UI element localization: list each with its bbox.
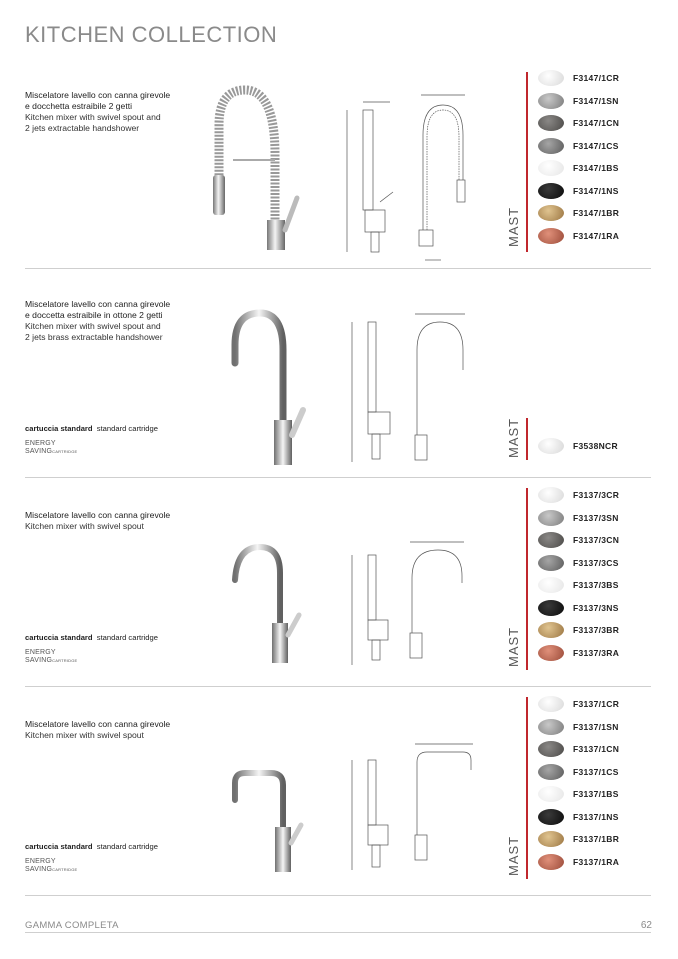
saving-text [25,657,85,665]
cartridge-small: CARTRIDGE [52,658,78,663]
energy-saving-logo [25,440,85,460]
finish-code: F3538NCR [573,441,618,451]
energy-text: ENERGY [25,649,56,656]
finish-code: F3137/1BS [573,789,619,799]
finish-code: F3137/1CN [573,744,620,754]
saving-text [25,448,85,456]
desc-en-line: 2 jets brass extractable handshower [25,332,163,342]
faucet-photo-gooseneck [225,305,315,470]
desc-en-line: Kitchen mixer with swivel spout and [25,112,161,122]
cartridge-it: cartuccia standard [25,633,93,642]
finish-swatch [538,70,564,86]
footer-divider [25,932,651,933]
finish-swatch [538,532,564,548]
finish-swatch [538,696,564,712]
desc-it-line: Miscelatore lavello con canna girevole [25,299,171,309]
finish-code: F3147/1BR [573,208,620,218]
product-description [25,510,215,532]
finish-code: F3147/1RA [573,230,620,241]
finish-code: F3137/3CR [573,490,620,500]
energy-saving-logo [25,858,85,878]
brand-label-mast: MAST [506,206,521,247]
footer-section-label: GAMMA COMPLETA [25,920,119,931]
product-description [25,299,215,343]
cartridge-label [25,424,158,433]
cartridge-en: standard cartridge [96,424,158,433]
desc-it-line: Miscelatore lavello con canna girevole [25,90,171,100]
section-divider [25,895,651,896]
finish-swatch [538,831,564,847]
finish-code: F3137/3NS [573,602,619,613]
finish-swatch [538,809,564,825]
desc-it-line: e doccetta estraibile in ottone 2 getti [25,310,163,320]
finish-swatch [538,487,564,503]
energy-saving-logo [25,649,85,669]
desc-en-line: Kitchen mixer with swivel spout [25,730,144,740]
finish-swatch [538,622,564,638]
cartridge-it: cartuccia standard [25,424,93,433]
faucet-photo-spring [205,80,315,260]
finish-swatch [538,555,564,571]
finish-code: F3137/1RA [573,856,620,867]
accent-line [526,697,528,879]
saving-word: SAVING [25,448,53,455]
desc-en-line: 2 jets extractable handshower [25,123,140,133]
energy-text: ENERGY [25,858,56,865]
faucet-photo-swivel [225,535,315,670]
technical-drawing-front [405,740,485,875]
finish-swatch [538,741,564,757]
cartridge-en: standard cartridge [96,633,158,642]
desc-it-line: Miscelatore lavello con canna girevole [25,719,171,729]
finish-swatch [538,645,564,661]
faucet-photo-square [225,765,315,880]
saving-word: SAVING [25,866,53,873]
finish-code: F3137/3CS [573,557,619,568]
finish-swatch [538,854,564,870]
product-description [25,90,215,134]
saving-word: SAVING [25,657,53,664]
finish-code: F3137/1CS [573,766,619,777]
brand-label-mast: MAST [506,835,521,876]
cartridge-en: standard cartridge [96,842,158,851]
section-divider [25,477,651,478]
brand-label-mast: MAST [506,626,521,667]
finish-swatch [538,510,564,526]
section-divider [25,686,651,687]
finish-swatch [538,228,564,244]
finish-swatch [538,764,564,780]
finish-swatch [538,183,564,199]
technical-drawing-front [405,310,475,475]
accent-line [526,72,528,252]
desc-it-line: e docchetta estraibile 2 getti [25,101,133,111]
desc-en-line: Kitchen mixer with swivel spout [25,521,144,531]
desc-en-line: Kitchen mixer with swivel spout and [25,321,161,331]
saving-text [25,866,85,874]
finish-code: F3147/1CN [573,118,620,128]
page-number: 62 [640,920,652,931]
finish-code: F3137/1BR [573,834,620,844]
finish-code: F3137/3BR [573,625,620,635]
finish-code: F3137/3BS [573,580,619,590]
finish-code: F3147/1NS [573,185,619,196]
page-title: KITCHEN COLLECTION [25,22,278,47]
cartridge-label [25,842,158,851]
finish-swatch [538,205,564,221]
section-divider [25,268,651,269]
finish-code: F3147/1CR [573,73,620,83]
finish-code: F3137/3RA [573,647,620,658]
finish-swatch [538,160,564,176]
finish-swatch [538,600,564,616]
cartridge-small: CARTRIDGE [52,449,78,454]
finish-swatch [538,577,564,593]
finish-code: F3137/3SN [573,512,619,523]
finish-swatch [538,93,564,109]
energy-text: ENERGY [25,440,56,447]
technical-drawing-front [400,538,475,670]
finish-swatch [538,786,564,802]
finish-swatch [538,438,564,454]
finish-code: F3137/3CN [573,535,620,545]
finish-code: F3137/1NS [573,811,619,822]
product-description [25,719,215,741]
finish-code: F3147/1BS [573,163,619,173]
technical-drawing-front [405,90,475,265]
cartridge-small: CARTRIDGE [52,867,78,872]
finish-code: F3137/1CR [573,699,620,709]
cartridge-it: cartuccia standard [25,842,93,851]
finish-swatch [538,719,564,735]
finish-swatch [538,138,564,154]
cartridge-label [25,633,158,642]
finish-code: F3147/1CS [573,140,619,151]
desc-it-line: Miscelatore lavello con canna girevole [25,510,171,520]
finish-code: F3147/1SN [573,95,619,106]
finish-swatch [538,115,564,131]
accent-line [526,488,528,670]
accent-line [526,418,528,460]
finish-code: F3137/1SN [573,721,619,732]
brand-label-mast: MAST [506,417,521,458]
